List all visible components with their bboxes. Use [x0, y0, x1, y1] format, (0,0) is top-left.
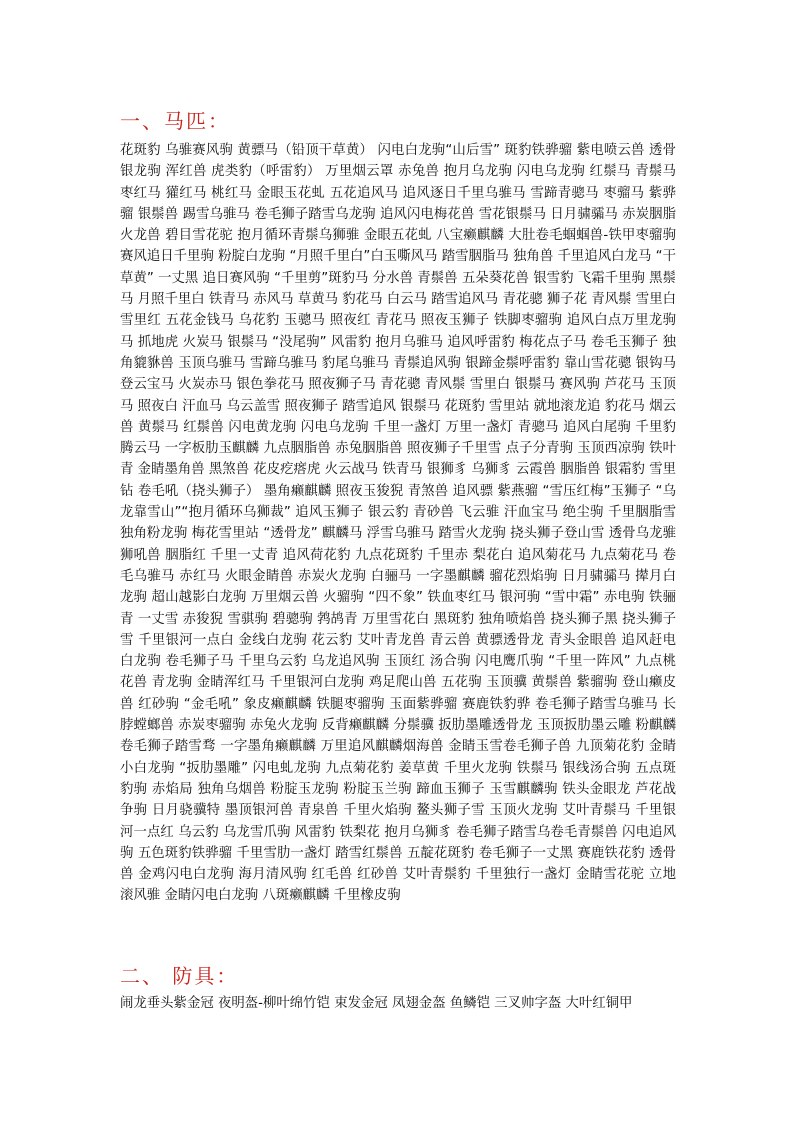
- section-heading-horses: 一、马匹：: [120, 109, 230, 133]
- section-heading-armor: 二、 防具：: [120, 964, 239, 988]
- horse-list-paragraph: 花斑豹 乌骓赛风驹 黄骠马（铅顶干草黄） 闪电白龙驹“山后雪” 斑豹铁骅骝 紫电喷云兽 透骨银龙驹 浑红兽 虎类豹（呼雷豹） 万里烟云罩 赤兔兽 抱月乌龙驹 闪电乌龙驹 红鬃马 青鬃马 枣红马 獾红马 桃红马 金眼玉花虬 五花追风马 追风逐日千里乌骓马 雪蹄青骢马 枣骝马 紫骅骝 银鬃兽 踢雪乌骓马 卷毛狮子踏雪乌龙驹 追风闪电梅花兽 雪花银鬃马 日月骕骦马 赤炭胭脂火龙兽 碧目雪花驼 抱月循环青鬃乌狮骓 金眼五花虬 八宝癞麒麟 大肚卷毛蝈蝈兽-铁甲枣骝驹 赛风追日千里驹 粉腚白龙驹 “月照千里白”白玉嘶风马 踏雪胭脂马 独角兽 千里追风白龙马 “干草黄” 一丈黑 追日赛风驹 “千里剪”斑豹马 分水兽 青鬃兽 五朵葵花兽 银雪豹 飞霜千里驹 黑鬃马 月照千里白 铁青马 赤风马 草黄马 豹花马 白云马 踏雪追风马 青花骢 狮子花 青风鬃 雪里白 雪里红 五花金钱马 乌花豹 玉骢马 照夜红 青花马 照夜玉狮子 铁脚枣骝驹 追风白点万里龙驹马 抓地虎 火炭马 银鬃马 “没尾驹” 风雷豹 抱月乌骓马 追风呼雷豹 梅花点子马 卷毛玉狮子 独角貔貅兽 玉顶乌骓马 雪蹄乌骓马 豹尾乌骓马 青鬃追风驹 银蹄金鬃呼雷豹 靠山雪花骢 银钩马 登云宝马 火炭赤马 银色拳花马 照夜狮子马 青花骢 青风鬃 雪里白 银鬃马 赛风驹 芦花马 玉顶马 照夜白 汗血马 乌云盖雪 照夜狮子 踏雪追风 银鬃马 花斑豹 雪里站 就地滚龙追 豹花马 烟云兽 黄鬃马 红鬃兽 闪电黄龙驹 闪电乌龙驹 千里一盏灯 万里一盏灯 青骢马 追风白尾驹 千里豹 腾云马 一字板肋玉麒麟 九点胭脂兽 赤兔胭脂兽 照夜狮子千里雪 点子分青驹 玉顶西凉驹 铁叶青 金睛墨角兽 黑煞兽 花皮疙瘩虎 火云战马 铁青马 银狮豸 乌狮豸 云霞兽 胭脂兽 银霜豹 雪里钻 卷毛吼（挠头狮子） 墨角癞麒麟 照夜玉狻猊 青煞兽 追风骠 紫燕骝 “雪压红梅”玉狮子 “乌龙靠雪山”“抱月循环乌狮裁” 追风玉狮子 银云豹 青砂兽 飞云骓 汗血宝马 绝尘驹 千里胭脂雪 独角粉龙驹 梅花雪里站 “透骨龙” 麒麟马 浮雪乌骓马 踏雪火龙驹 挠头狮子登山雪 透骨乌龙骓 狮吼兽 胭脂红 千里一丈青 追风荷花豹 九点花斑豹 千里赤 梨花白 追风菊花马 九点菊花马 卷毛乌骓马 赤红马 火眼金睛兽 赤炭火龙驹 白骊马 一字墨麒麟 骝花烈焰驹 日月骕骦马 撵月白龙驹 超山越影白龙驹 万里烟云兽 火骝驹 “四不象” 铁血枣红马 银河驹 “雪中霜” 赤电驹 铁骊青 一丈雪 赤狻猊 雪骐驹 碧骢驹 鹁鸪青 万里雪花白 黑斑豹 独角喷焰兽 挠头狮子黑 挠头狮子雪 千里银河一点白 金线白龙驹 花云豹 艾叶青龙兽 青云兽 黄骠透骨龙 青头金眼兽 追风赶电白龙驹 卷毛狮子马 千里乌云豹 乌龙追风驹 玉顶红 汤合驹 闪电鹰爪驹 “千里一阵风” 九点桃花兽 青龙驹 金睛浑红马 千里银河白龙驹 鸡足爬山兽 五花驹 玉顶骥 黄鬃兽 紫骝驹 登山癞皮兽 红砂驹 “金毛吼” 象皮癞麒麟 铁腿枣骝驹 玉面紫骅骝 赛鹿铁豹骅 卷毛狮子踏雪乌骓马 长脖螳螂兽 赤炭枣骝驹 赤兔火龙驹 反背癞麒麟 分鬃骥 扳肋墨雕透骨龙 玉顶扳肋墨云雕 粉麒麟 卷毛狮子踏雪骛 一字墨角癞麒麟 万里追风麒麟烟海兽 金睛玉雪卷毛狮子兽 九顶菊花豹 金睛小白龙驹 “扳肋墨雕” 闪电虬龙驹 九点菊花豹 姜草黄 千里火龙驹 铁鬃马 银线汤合驹 五点斑豹驹 赤焰局 独角乌烟兽 粉腚玉龙驹 粉腚玉兰驹 蹄血玉狮子 玉雪麒麟驹 铁头金眼龙 芦花战争驹 日月骁骥特 墨顶银河兽 青泉兽 千里火焰驹 鳌头狮子雪 玉顶火龙驹 艾叶青鬃马 千里银河一点红 乌云豹 乌龙雪爪驹 风雷豹 铁梨花 抱月乌狮豸 卷毛狮子踏雪乌卷毛青鬃兽 闪电追风驹 五色斑豹铁骅骝 千里雪肋一盏灯 踏雪红鬃兽 五靛花斑豹 卷毛狮子一丈黑 赛鹿铁花豹 透骨兽 金鸡闪电白龙驹 海月清风驹 红毛兽 红砂兽 艾叶青鬃豹 千里独行一盏灯 金睛雪花驼 立地滚风骓 金睛闪电白龙驹 八斑癞麒麟 千里橡皮驹: [120, 143, 676, 904]
- armor-list-paragraph: 闹龙垂头紫金冠 夜明盔-柳叶绵竹铠 束发金冠 凤翅金盔 鱼鳞铠 三叉帅字盔 大叶红铜甲: [120, 996, 633, 1011]
